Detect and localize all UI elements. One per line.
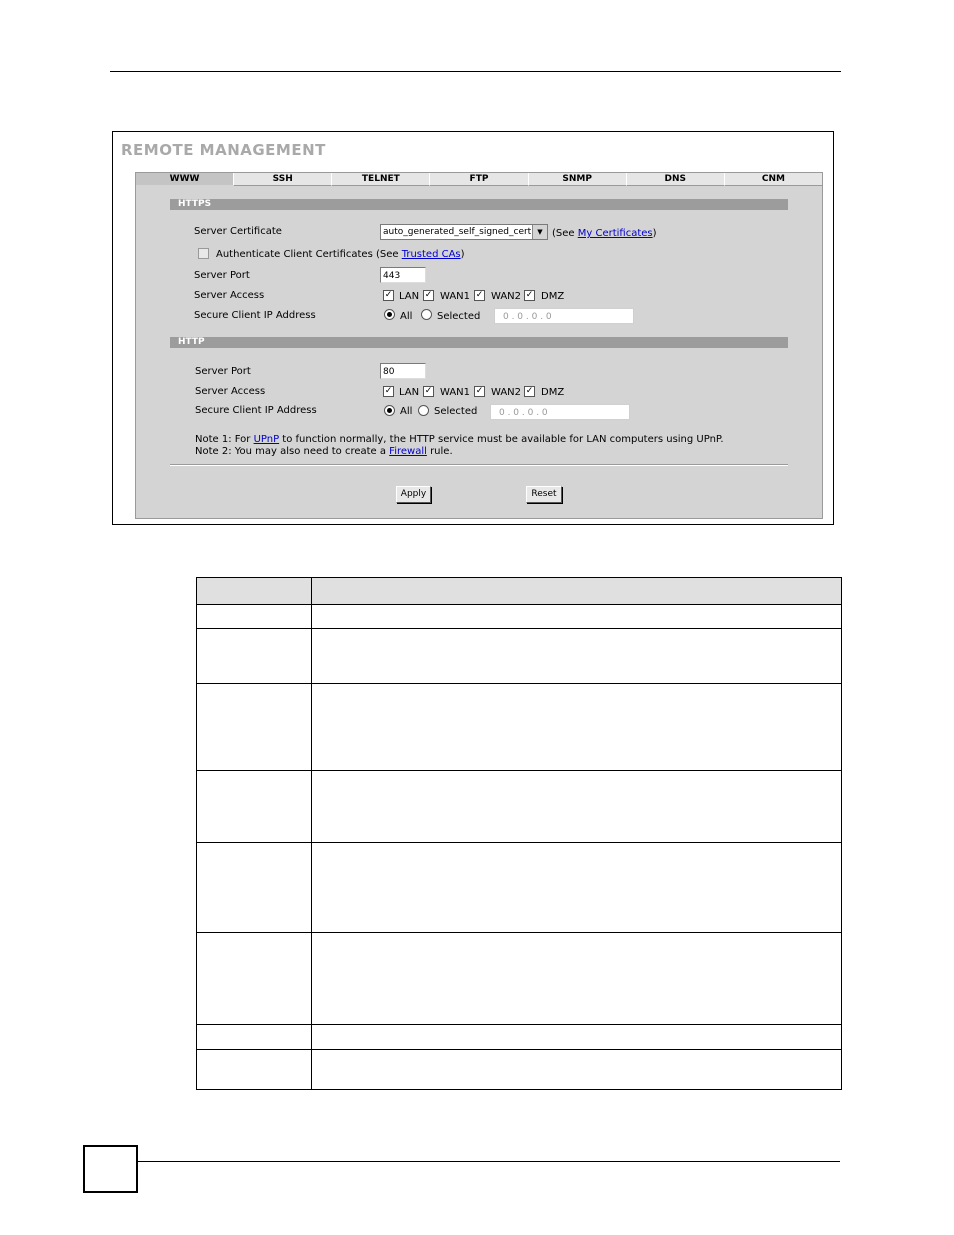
https-ip-address-input[interactable]: 0 . 0 . 0 . 0 [494,308,634,324]
table-row [197,1050,842,1090]
https-wan2-checkbox[interactable]: ✓ [475,290,484,300]
firewall-link[interactable]: Firewall [389,446,427,457]
tab-bar [136,173,822,185]
tab-cnm[interactable]: CNM [725,173,822,186]
header-rule [110,71,841,72]
http-wan2-checkbox[interactable]: ✓ [475,386,484,396]
table-row [197,605,842,629]
http-lan-label: LAN [399,387,420,398]
remote-management-screenshot [112,131,834,525]
page-title: REMOTE MANAGEMENT [121,141,326,159]
see-my-certificates: (See My Certificates) [552,228,657,239]
http-wan1-label: WAN1 [440,387,471,398]
http-ip-address-input[interactable]: 0 . 0 . 0 . 0 [490,404,630,420]
https-selected-radio[interactable] [421,309,432,320]
server-certificate-value: auto_generated_self_signed_cert [383,227,532,237]
table-row [197,933,842,1025]
https-section-header: HTTPS [170,199,788,210]
http-server-port-label: Server Port [195,366,251,377]
http-selected-label: Selected [434,406,478,417]
http-secure-client-label: Secure Client IP Address [195,405,317,416]
authenticate-client-label: Authenticate Client Certificates (See Trusted CAs) [216,249,465,260]
note-2: Note 2: You may also need to create a Firewall rule. [195,446,453,457]
http-dmz-checkbox[interactable]: ✓ [525,386,534,396]
tab-ftp[interactable]: FTP [430,173,528,186]
https-lan-label: LAN [399,291,420,302]
http-wan1-checkbox[interactable]: ✓ [424,386,433,396]
table-row [197,629,842,684]
https-all-radio[interactable] [384,309,395,320]
apply-button[interactable]: Apply [396,486,431,503]
divider [170,464,788,466]
https-lan-checkbox[interactable]: ✓ [384,290,393,300]
chevron-down-icon[interactable]: ▼ [532,225,547,239]
note-1: Note 1: For UPnP to function normally, the HTTP service must be available for LAN computers using UPnP. [195,434,724,445]
tab-www[interactable]: WWW [136,173,234,185]
https-wan2-label: WAN2 [491,291,522,302]
http-all-radio[interactable] [384,405,395,416]
description-table [196,577,842,1090]
reset-button[interactable]: Reset [526,486,562,503]
tab-ssh[interactable]: SSH [234,173,332,186]
authenticate-client-checkbox[interactable] [198,248,209,259]
server-certificate-select[interactable] [380,224,548,240]
trusted-cas-link[interactable]: Trusted CAs [401,249,461,260]
https-dmz-label: DMZ [541,291,565,302]
http-all-label: All [400,406,413,417]
http-wan2-label: WAN2 [491,387,522,398]
https-server-port-label: Server Port [194,270,250,281]
https-secure-client-label: Secure Client IP Address [194,310,316,321]
table-row [197,684,842,771]
https-selected-label: Selected [437,311,481,322]
http-selected-radio[interactable] [418,405,429,416]
http-dmz-label: DMZ [541,387,565,398]
https-wan1-checkbox[interactable]: ✓ [424,290,433,300]
https-all-label: All [400,311,413,322]
tab-snmp[interactable]: SNMP [529,173,627,186]
table-row [197,771,842,843]
tab-telnet[interactable]: TELNET [332,173,430,186]
https-wan1-label: WAN1 [440,291,471,302]
table-header-row [197,578,842,605]
server-certificate-label: Server Certificate [194,226,282,237]
https-server-access-label: Server Access [194,290,265,301]
my-certificates-link[interactable]: My Certificates [577,228,653,239]
settings-panel [135,172,823,519]
https-server-port-input[interactable]: 443 [380,267,426,283]
https-dmz-checkbox[interactable]: ✓ [525,290,534,300]
table-row [197,843,842,933]
tab-dns[interactable]: DNS [627,173,725,186]
footer-rule [138,1161,840,1162]
http-lan-checkbox[interactable]: ✓ [384,386,393,396]
http-section-header: HTTP [170,337,788,348]
upnp-link[interactable]: UPnP [253,434,280,445]
http-server-port-input[interactable]: 80 [380,363,426,379]
table-row [197,1025,842,1050]
page-number-box [83,1145,138,1193]
http-server-access-label: Server Access [195,386,266,397]
